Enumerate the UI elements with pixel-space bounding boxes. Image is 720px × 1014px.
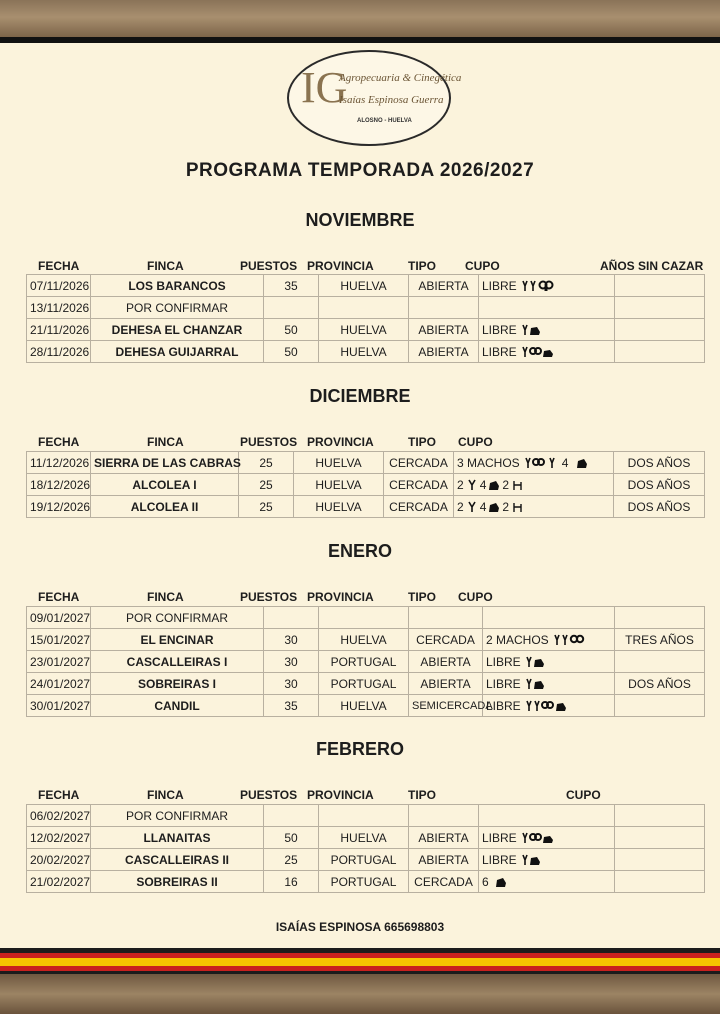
deer-mouflon-boar-icon [525,700,573,712]
cell-tipo: ABIERTA [409,341,479,363]
cell-anos [615,341,705,363]
cupo-text: LIBRE [486,654,521,669]
cell-anos [615,275,705,297]
header-provincia: PROVINCIA [307,259,374,273]
cell-puestos: 30 [264,629,319,651]
cell-provincia [319,607,409,629]
cell-finca: ALCOLEA I [91,474,239,496]
table-row [27,805,705,827]
cell-fecha: 21/11/2026 [27,319,91,341]
cell-finca: POR CONFIRMAR [91,607,264,629]
cell-cupo [483,673,615,695]
cupo-extra: 4 [561,455,569,470]
header-cupo: CUPO [458,590,493,604]
table-row [27,297,705,319]
cell-puestos [264,607,319,629]
cell-puestos: 25 [264,849,319,871]
cell-cupo [483,651,615,673]
cell-cupo [479,871,615,893]
cell-anos [615,651,705,673]
header-fecha: FECHA [38,259,80,273]
table-row [27,827,705,849]
deer-icon [466,479,478,491]
cell-puestos [264,805,319,827]
cupo-text: LIBRE [482,344,517,359]
cell-provincia: HUELVA [319,827,409,849]
cell-fecha: 23/01/2027 [27,651,91,673]
cell-finca: CASCALLEIRAS I [91,651,264,673]
cupo-text: 3 MACHOS [457,455,520,470]
header-puestos: PUESTOS [240,259,298,273]
cell-cupo [483,629,615,651]
cell-tipo: CERCADA [384,452,454,474]
table-row [27,275,705,297]
header-fecha: FECHA [38,590,80,604]
table-row [27,496,705,518]
table-enero [26,606,705,717]
cell-cupo [454,496,614,518]
cell-provincia: PORTUGAL [319,849,409,871]
cell-fecha: 07/11/2026 [27,275,91,297]
cell-tipo: CERCADA [409,629,483,651]
cell-finca: LOS BARANCOS [91,275,264,297]
cell-puestos: 50 [264,319,319,341]
cell-tipo: CERCADA [384,496,454,518]
cell-tipo: SEMICERCADA [409,695,483,717]
cell-anos: DOS AÑOS [614,496,705,518]
cupo-b: 4 [479,477,487,492]
table-row [27,871,705,893]
cell-cupo [479,827,615,849]
cell-tipo [409,297,479,319]
table-row [27,673,705,695]
cell-cupo [454,474,614,496]
month-title-enero: ENERO [327,541,392,561]
header-provincia: PROVINCIA [307,788,374,802]
cell-finca: EL ENCINAR [91,629,264,651]
header-provincia: PROVINCIA [307,435,374,449]
cell-tipo [409,805,479,827]
cell-fecha: 13/11/2026 [27,297,91,319]
cell-fecha: 21/02/2027 [27,871,91,893]
cupo-text: 2 [457,499,464,514]
cell-puestos: 50 [264,827,319,849]
cell-puestos: 30 [264,673,319,695]
deer-mouflon-icon [521,280,561,292]
cell-cupo [479,297,615,319]
header-cupo: CUPO [566,788,601,802]
cupo-text: 2 [457,477,464,492]
table-row [27,607,705,629]
cupo-text: LIBRE [482,852,517,867]
cell-puestos: 25 [239,452,294,474]
cell-puestos: 35 [264,695,319,717]
table-row [27,695,705,717]
cell-tipo: ABIERTA [409,673,483,695]
cell-finca: DEHESA EL CHANZAR [91,319,264,341]
cell-provincia: HUELVA [294,452,384,474]
cell-provincia: HUELVA [294,496,384,518]
cupo-text: LIBRE [482,278,517,293]
cell-fecha: 20/02/2027 [27,849,91,871]
cupo-text: LIBRE [482,322,517,337]
cell-anos: DOS AÑOS [614,452,705,474]
cell-tipo: ABIERTA [409,275,479,297]
header-cupo: CUPO [458,435,493,449]
table-row [27,849,705,871]
cell-anos: DOS AÑOS [615,673,705,695]
cell-fecha: 15/01/2027 [27,629,91,651]
cell-anos [615,695,705,717]
cell-puestos: 30 [264,651,319,673]
cell-anos [615,871,705,893]
cell-provincia: HUELVA [319,341,409,363]
cupo-text: 6 [482,874,489,889]
table-row [27,319,705,341]
cell-anos [615,297,705,319]
cell-cupo [454,452,614,474]
cell-anos [615,607,705,629]
cell-cupo [479,805,615,827]
cell-finca: SIERRA DE LAS CABRAS [91,452,239,474]
cell-fecha: 11/12/2026 [27,452,91,474]
deer-mouflon-icon [553,634,593,646]
table-noviembre [26,274,705,363]
table-row [27,474,705,496]
cell-fecha: 06/02/2027 [27,805,91,827]
cell-provincia: HUELVA [294,474,384,496]
header-puestos: PUESTOS [240,435,298,449]
cell-provincia: HUELVA [319,695,409,717]
table-row [27,341,705,363]
boar-icon [576,457,588,469]
table-diciembre [26,451,705,518]
boar-icon [488,479,500,491]
cell-cupo [483,607,615,629]
cell-finca: SOBREIRAS II [91,871,264,893]
logo-monogram: IG [301,63,348,112]
month-title-febrero: FEBRERO [315,739,404,759]
cell-anos [615,319,705,341]
cell-anos [615,827,705,849]
cell-fecha: 30/01/2027 [27,695,91,717]
cell-cupo [483,695,615,717]
cell-finca: LLANAITAS [91,827,264,849]
header-finca: FINCA [147,435,184,449]
cupo-c: 2 [502,499,510,514]
fallow-deer-icon [511,501,523,513]
cell-finca: CASCALLEIRAS II [91,849,264,871]
boar-icon [488,501,500,513]
header-tipo: TIPO [408,788,437,802]
header-tipo: TIPO [408,590,437,604]
header-tipo: TIPO [408,259,437,273]
cupo-text: 2 MACHOS [486,632,549,647]
header-fecha: FECHA [38,788,80,802]
cell-tipo: ABIERTA [409,849,479,871]
cell-provincia [319,297,409,319]
cupo-text: LIBRE [486,676,521,691]
deer-boar-icon [521,324,561,336]
cell-puestos: 25 [239,496,294,518]
cupo-text: LIBRE [486,698,521,713]
cupo-text: LIBRE [482,830,517,845]
cell-finca: ALCOLEA II [91,496,239,518]
cell-provincia: HUELVA [319,319,409,341]
page-title: PROGRAMA TEMPORADA 2026/2027 [185,160,535,181]
header-anos: AÑOS SIN CAZAR [600,259,704,273]
table-febrero [26,804,705,893]
cell-finca: SOBREIRAS I [91,673,264,695]
cell-fecha: 09/01/2027 [27,607,91,629]
wood-frame-top [0,0,720,38]
boar-icon [495,876,507,888]
header-puestos: PUESTOS [240,590,298,604]
deer-boar-icon [521,854,561,866]
month-title-diciembre: DICIEMBRE [309,386,411,406]
cell-finca: POR CONFIRMAR [91,805,264,827]
cupo-b: 4 [479,499,487,514]
cell-provincia: PORTUGAL [319,651,409,673]
logo-line-2: Isaías Espinosa Guerra [339,94,444,106]
cell-finca: DEHESA GUIJARRAL [91,341,264,363]
cell-fecha: 18/12/2026 [27,474,91,496]
cell-anos: TRES AÑOS [615,629,705,651]
cell-puestos: 16 [264,871,319,893]
cupo-c: 2 [502,477,510,492]
fallow-deer-icon [511,479,523,491]
cell-fecha: 28/11/2026 [27,341,91,363]
header-cupo: CUPO [465,259,500,273]
contact-footer: ISAÍAS ESPINOSA 665698803 [275,920,445,934]
cell-provincia: PORTUGAL [319,673,409,695]
deer-mouflon-boar-icon [521,346,561,358]
header-puestos: PUESTOS [240,788,298,802]
deer-boar-icon [525,678,565,690]
table-row [27,651,705,673]
deer-icon [466,501,478,513]
cell-finca: POR CONFIRMAR [91,297,264,319]
company-logo [287,50,462,146]
header-finca: FINCA [147,590,184,604]
cell-tipo: CERCADA [384,474,454,496]
cell-fecha: 19/12/2026 [27,496,91,518]
header-provincia: PROVINCIA [307,590,374,604]
cell-anos: DOS AÑOS [614,474,705,496]
cell-puestos [264,297,319,319]
header-fecha: FECHA [38,435,80,449]
table-row [27,629,705,651]
cell-finca: CANDIL [91,695,264,717]
header-finca: FINCA [147,259,184,273]
cell-puestos: 25 [239,474,294,496]
logo-line-1: Agropecuaria & Cinegética [339,72,462,84]
deer-boar-icon [525,656,565,668]
cell-fecha: 12/02/2027 [27,827,91,849]
cell-tipo: ABIERTA [409,827,479,849]
deer-mouflon-boar-icon [521,832,561,844]
cell-cupo [479,341,615,363]
cell-fecha: 24/01/2027 [27,673,91,695]
stripe-yellow [0,958,720,966]
cell-tipo: CERCADA [409,871,479,893]
wood-frame-bottom [0,974,720,1014]
cell-provincia: HUELVA [319,629,409,651]
cell-cupo [479,849,615,871]
cell-tipo: ABIERTA [409,319,479,341]
header-finca: FINCA [147,788,184,802]
cell-puestos: 35 [264,275,319,297]
cell-tipo [409,607,483,629]
month-title-noviembre: NOVIEMBRE [305,210,415,230]
cell-provincia: PORTUGAL [319,871,409,893]
cell-cupo [479,275,615,297]
cell-provincia [319,805,409,827]
table-row [27,452,705,474]
logo-line-3: ALOSNO - HUELVA [357,118,412,124]
cell-provincia: HUELVA [319,275,409,297]
cell-anos [615,849,705,871]
cell-puestos: 50 [264,341,319,363]
cell-anos [615,805,705,827]
cell-cupo [479,319,615,341]
header-tipo: TIPO [408,435,437,449]
deer-mouflon-icon [524,457,562,469]
cell-tipo: ABIERTA [409,651,483,673]
